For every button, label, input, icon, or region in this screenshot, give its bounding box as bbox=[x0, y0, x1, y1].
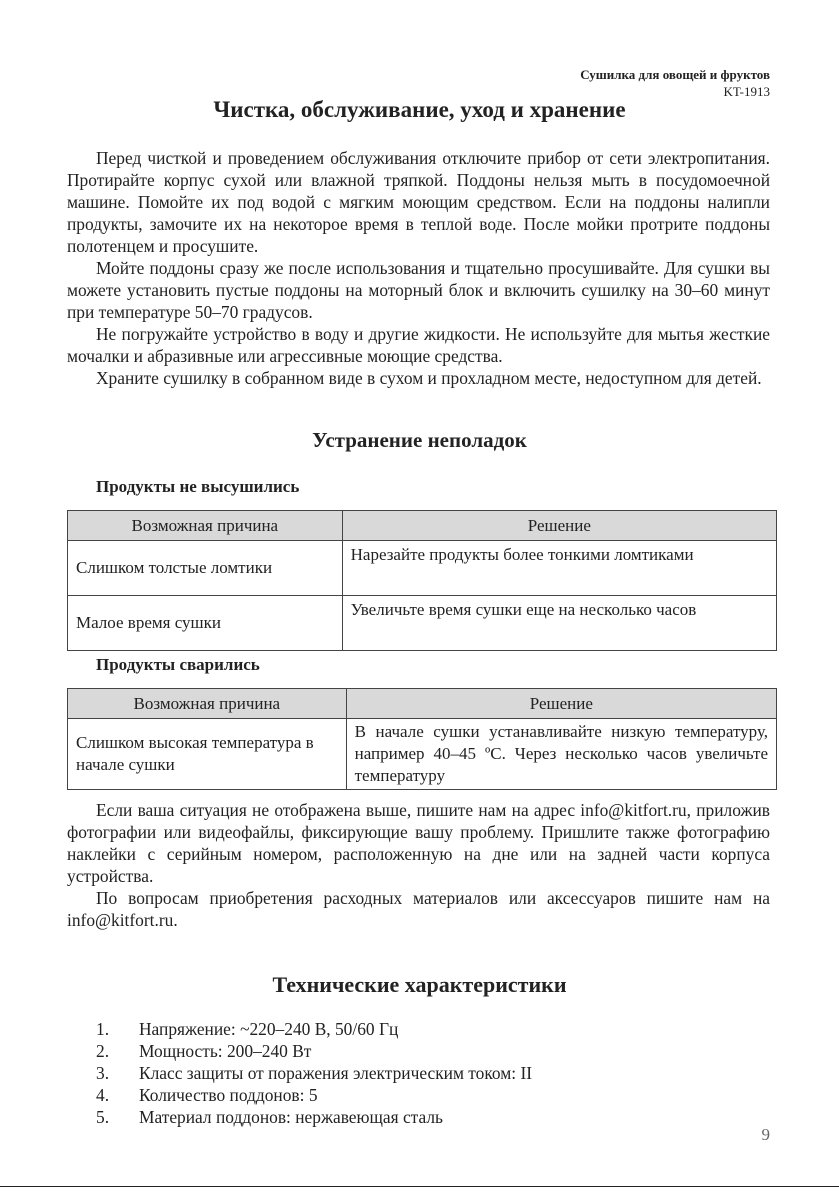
troubleshooting-table-overcooked bbox=[67, 688, 777, 790]
list-item-number: 3. bbox=[96, 1063, 110, 1083]
cleaning-paragraph: Мойте поддоны сразу же после использования и тщательно просушивайте. Для сушки вы можете установить пустые поддоны на моторный блок и включить сушилку на 30–60 минут при температуре 50–70 градусов. bbox=[67, 258, 770, 322]
cause-cell: Слишком высокая температура в начале сушки bbox=[68, 719, 347, 790]
troubleshooting-section-title: Устранение неполадок bbox=[312, 428, 527, 452]
header-model: KT-1913 bbox=[723, 84, 770, 99]
cause-column-header: Возможная причина bbox=[68, 689, 347, 719]
list-item-text: Материал поддонов: нержавеющая сталь bbox=[139, 1107, 443, 1127]
table-row bbox=[68, 596, 777, 651]
contact-paragraph: Если ваша ситуация не отображена выше, пишите нам на адрес info@kitfort.ru, приложив фотографии или видеофайлы, фиксирующие вашу проблему. Пришлите также фотографию наклейки с серийным номером, расположенную на дне или на задней части корпуса устройства. bbox=[67, 800, 770, 886]
list-item-number: 4. bbox=[96, 1085, 110, 1105]
cleaning-paragraph: Не погружайте устройство в воду и другие жидкости. Не используйте для мытья жесткие мочалки и абразивные или агрессивные моющие средства. bbox=[67, 324, 770, 366]
list-item bbox=[96, 1106, 532, 1128]
contact-section-body bbox=[67, 799, 770, 931]
list-item-text: Мощность: 200–240 Вт bbox=[139, 1041, 312, 1061]
list-item-text: Класс защиты от поражения электрическим током: II bbox=[139, 1063, 533, 1083]
list-item-number: 1. bbox=[96, 1019, 110, 1039]
cause-cell: Малое время сушки bbox=[68, 596, 343, 651]
list-item-number: 5. bbox=[96, 1107, 110, 1127]
solution-cell: Нарезайте продукты более тонкими ломтиками bbox=[342, 541, 776, 596]
list-item-text: Напряжение: ~220–240 В, 50/60 Гц bbox=[139, 1019, 399, 1039]
list-item-number: 2. bbox=[96, 1041, 110, 1061]
solution-cell: В начале сушки устанавливайте низкую температуру, например 40–45 ºC. Через несколько часов увеличьте температуру bbox=[346, 719, 776, 790]
list-item bbox=[96, 1040, 532, 1062]
table-row bbox=[68, 541, 777, 596]
specs-list bbox=[96, 1018, 532, 1128]
cause-cell: Слишком толстые ломтики bbox=[68, 541, 343, 596]
running-header bbox=[580, 66, 770, 100]
cause-column-header: Возможная причина bbox=[68, 511, 343, 541]
problem-subtitle-overcooked: Продукты сварились bbox=[96, 655, 260, 674]
list-item bbox=[96, 1018, 532, 1040]
header-product-name: Сушилка для овощей и фруктов bbox=[580, 67, 770, 82]
cleaning-paragraph: Перед чисткой и проведением обслуживания отключите прибор от сети электропитания. Протирайте корпус сухой или влажной тряпкой. Поддоны нельзя мыть в посудомоечной машине. Помойте их под водой с мягким моющим средством. Если на поддоны налипли продукты, замочите их на некоторое время в теплой воде. После мойки протрите поддоны полотенцем и просушите. bbox=[67, 148, 770, 256]
troubleshooting-table-not-dried bbox=[67, 510, 777, 651]
page-bottom-rule bbox=[0, 1186, 839, 1187]
contact-paragraph: По вопросам приобретения расходных материалов или аксессуаров пишите нам на info@kitfort.ru. bbox=[67, 888, 770, 930]
solution-cell: Увеличьте время сушки еще на несколько часов bbox=[342, 596, 776, 651]
page-number: 9 bbox=[761, 1125, 770, 1144]
list-item bbox=[96, 1084, 532, 1106]
solution-column-header: Решение bbox=[346, 689, 776, 719]
list-item bbox=[96, 1062, 532, 1084]
table-header-row bbox=[68, 511, 777, 541]
cleaning-paragraph: Храните сушилку в собранном виде в сухом и прохладном месте, недоступном для детей. bbox=[96, 368, 762, 388]
solution-column-header: Решение bbox=[342, 511, 776, 541]
specs-section-title: Технические характеристики bbox=[272, 972, 567, 997]
problem-subtitle-not-dried: Продукты не высушились bbox=[96, 477, 300, 496]
table-row bbox=[68, 719, 777, 790]
table-header-row bbox=[68, 689, 777, 719]
list-item-text: Количество поддонов: 5 bbox=[139, 1085, 318, 1105]
cleaning-section-body bbox=[67, 147, 770, 389]
cleaning-section-title: Чистка, обслуживание, уход и хранение bbox=[213, 97, 626, 122]
